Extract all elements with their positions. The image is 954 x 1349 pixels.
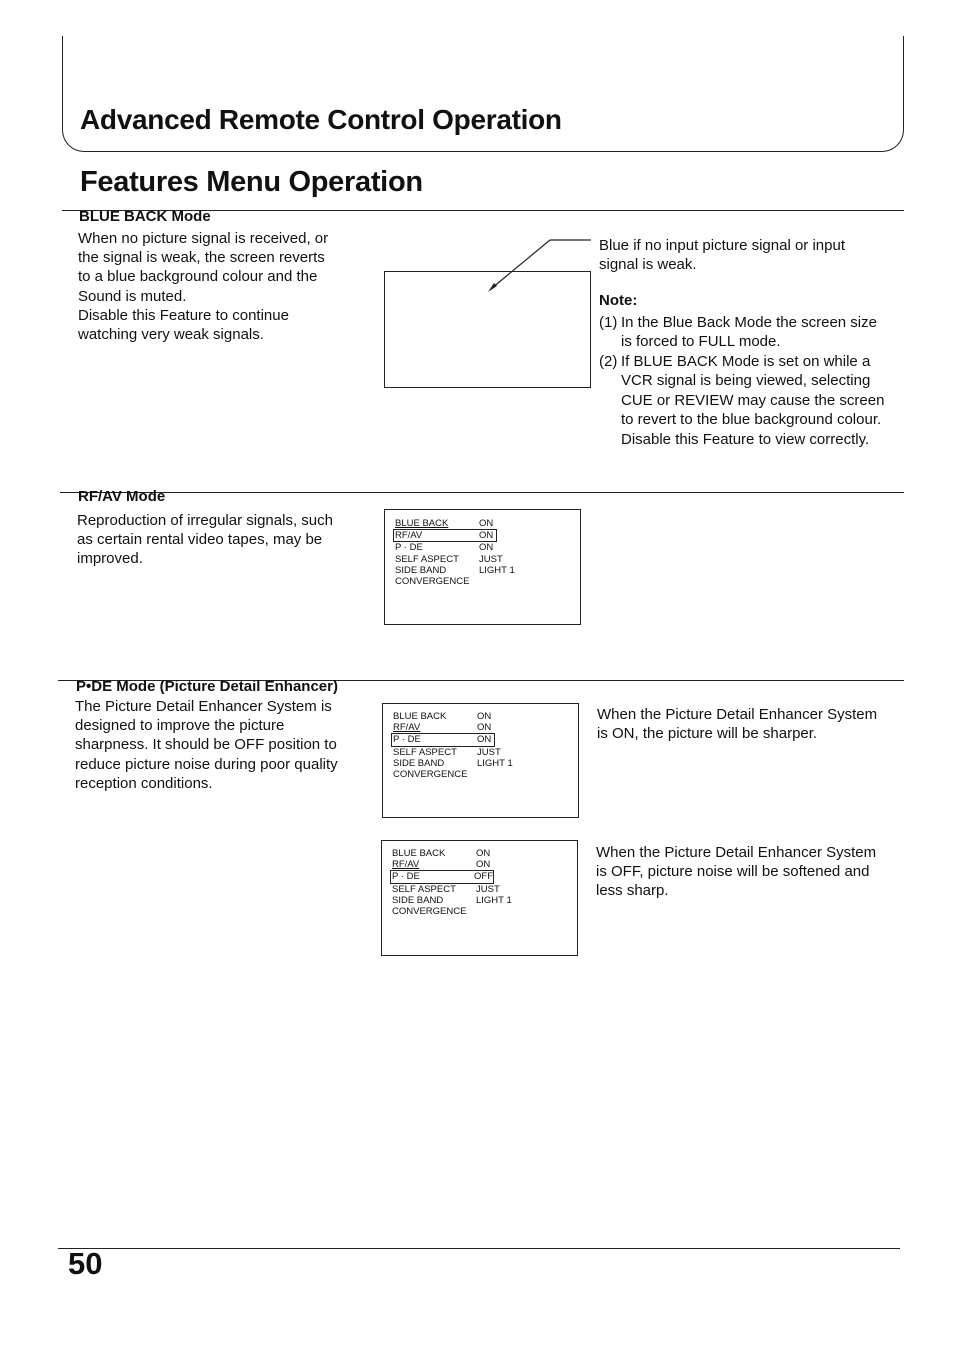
menu-row: SIDE BAND LIGHT 1 xyxy=(393,757,513,769)
menu-row: RF/AV ON xyxy=(393,722,492,734)
note-2-text: If BLUE BACK Mode is set on while a VCR signal is being viewed, selecting CUE or REVIEW may cause the screen to revert to the blue background colour. Disable this Feature to view correctly. xyxy=(621,353,885,448)
menu-row-selected: P · DE OFF xyxy=(392,871,493,883)
note-1-num: (1) xyxy=(599,314,618,331)
menu-row: SIDE BAND LIGHT 1 xyxy=(392,894,512,906)
rfav-title: RF/AV Mode xyxy=(78,488,166,505)
footer-rule xyxy=(58,1248,900,1249)
menu-row: SELF ASPECT JUST xyxy=(395,553,503,565)
menu-row: BLUE BACK ON xyxy=(393,711,492,722)
blue-back-title: BLUE BACK Mode xyxy=(79,208,211,225)
page-heading: Features Menu Operation xyxy=(80,166,423,198)
menu-row: RF/AV ON xyxy=(392,859,491,871)
header-title: Advanced Remote Control Operation xyxy=(80,104,562,135)
pde-on-text: When the Picture Detail Enhancer System is ON, the picture will be sharper. xyxy=(597,706,878,743)
note-1 xyxy=(599,313,911,353)
menu-row: SELF ASPECT JUST xyxy=(393,746,501,758)
note-title: Note: xyxy=(599,292,638,309)
pde-on-menu xyxy=(393,711,513,780)
pde-on-screen xyxy=(382,703,579,818)
menu-row-selected: P · DE ON xyxy=(391,733,495,746)
pde-off-menu xyxy=(392,848,512,917)
note-1-text: In the Blue Back Mode the screen size is forced to FULL mode. xyxy=(621,314,877,351)
rfav-screen xyxy=(384,509,581,625)
menu-row: CONVERGENCE xyxy=(393,769,468,781)
menu-row: BLUE BACK ON xyxy=(392,848,491,859)
menu-row: SELF ASPECT JUST xyxy=(392,883,500,895)
menu-row: P · DE ON xyxy=(395,542,494,554)
menu-row: SIDE BAND LIGHT 1 xyxy=(395,564,515,576)
rfav-rule xyxy=(60,492,904,493)
page-number: 50 xyxy=(68,1246,103,1281)
pde-body: The Picture Detail Enhancer System is designed to improve the picture sharpness. It should be OFF position to reduce picture noise during poor quality reception conditions. xyxy=(75,698,338,792)
menu-row-selected: RF/AV ON xyxy=(393,529,497,542)
note-2-num: (2) xyxy=(599,353,618,370)
callout-pointer xyxy=(480,230,600,300)
pde-off-screen xyxy=(381,840,578,956)
pde-off-text: When the Picture Detail Enhancer System is OFF, picture noise will be softened and less sharp. xyxy=(596,844,877,900)
menu-row: CONVERGENCE xyxy=(395,576,470,588)
menu-row: CONVERGENCE xyxy=(392,906,467,918)
rfav-menu xyxy=(395,518,515,587)
blue-back-body: When no picture signal is received, or the signal is weak, the screen reverts to a blue background colour and the Sound is muted. Disable this Feature to continue watching very weak signals. xyxy=(78,230,329,344)
note-2 xyxy=(599,352,911,452)
pde-title: P•DE Mode (Picture Detail Enhancer) xyxy=(76,678,338,695)
rfav-body: Reproduction of irregular signals, such as certain rental video tapes, may be improved. xyxy=(77,512,333,568)
blue-back-callout: Blue if no input picture signal or input signal is weak. xyxy=(599,237,845,274)
menu-row: BLUE BACK ON xyxy=(395,518,494,529)
